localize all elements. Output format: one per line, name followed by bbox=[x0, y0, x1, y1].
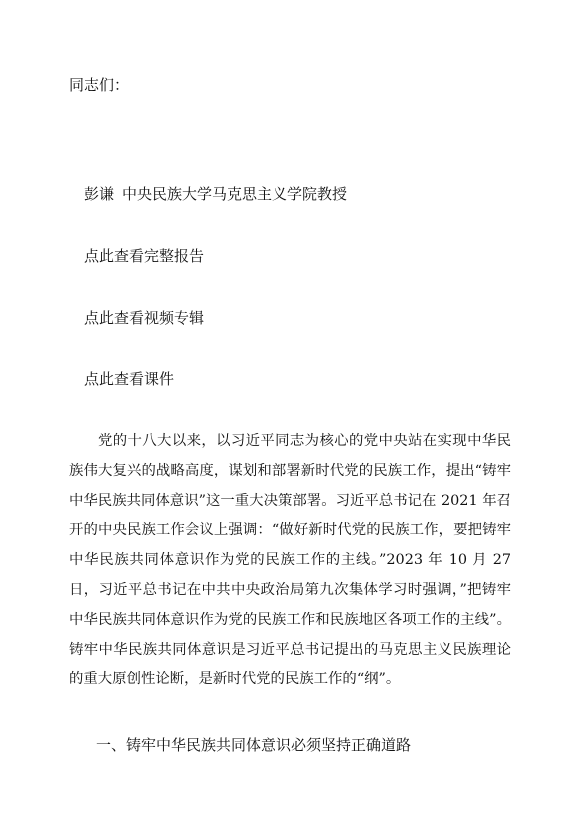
author-line bbox=[84, 184, 347, 204]
video-album-link-row bbox=[84, 308, 204, 328]
full-report-link-row bbox=[84, 246, 204, 266]
section-heading: 一、铸牢中华民族共同体意识必须坚持正确道路 bbox=[96, 736, 412, 754]
full-report-link[interactable]: 点此查看完整报告 bbox=[84, 247, 205, 265]
video-album-link[interactable]: 点此查看视频专辑 bbox=[84, 309, 205, 327]
courseware-link-row bbox=[84, 369, 174, 389]
salutation: 同志们： bbox=[69, 76, 130, 94]
courseware-link[interactable]: 点此查看课件 bbox=[84, 370, 175, 388]
author-title: 中央民族大学马克思主义学院教授 bbox=[122, 185, 348, 203]
author-name: 彭谦 bbox=[84, 185, 115, 203]
body-paragraph: 党的十八大以来，以习近平同志为核心的党中央站在实现中华民族伟大复兴的战略高度，谋划和部署新时代党的民族工作，提出“铸牢中华民族共同体意识”这一重大决策部署。习近平总书记在 2021 年召开的中央民族工作会议上强调：“做好新时代党的民族工作，要把铸牢中华民族共同体意识作为党的民族工作的主线。”2023 年 10 月 27 日，习近平总书记在中共中央政治局第九次集体学习时强调，”把铸牢中华民族共同体意识作为党的民族工作和民族地区各项工作的主线”。铸牢中华民族共同体意识是习近平总书记提出的马克思主义民族理论的重大原创性论断，是新时代党的民族工作的“纲”。 bbox=[69, 433, 511, 688]
